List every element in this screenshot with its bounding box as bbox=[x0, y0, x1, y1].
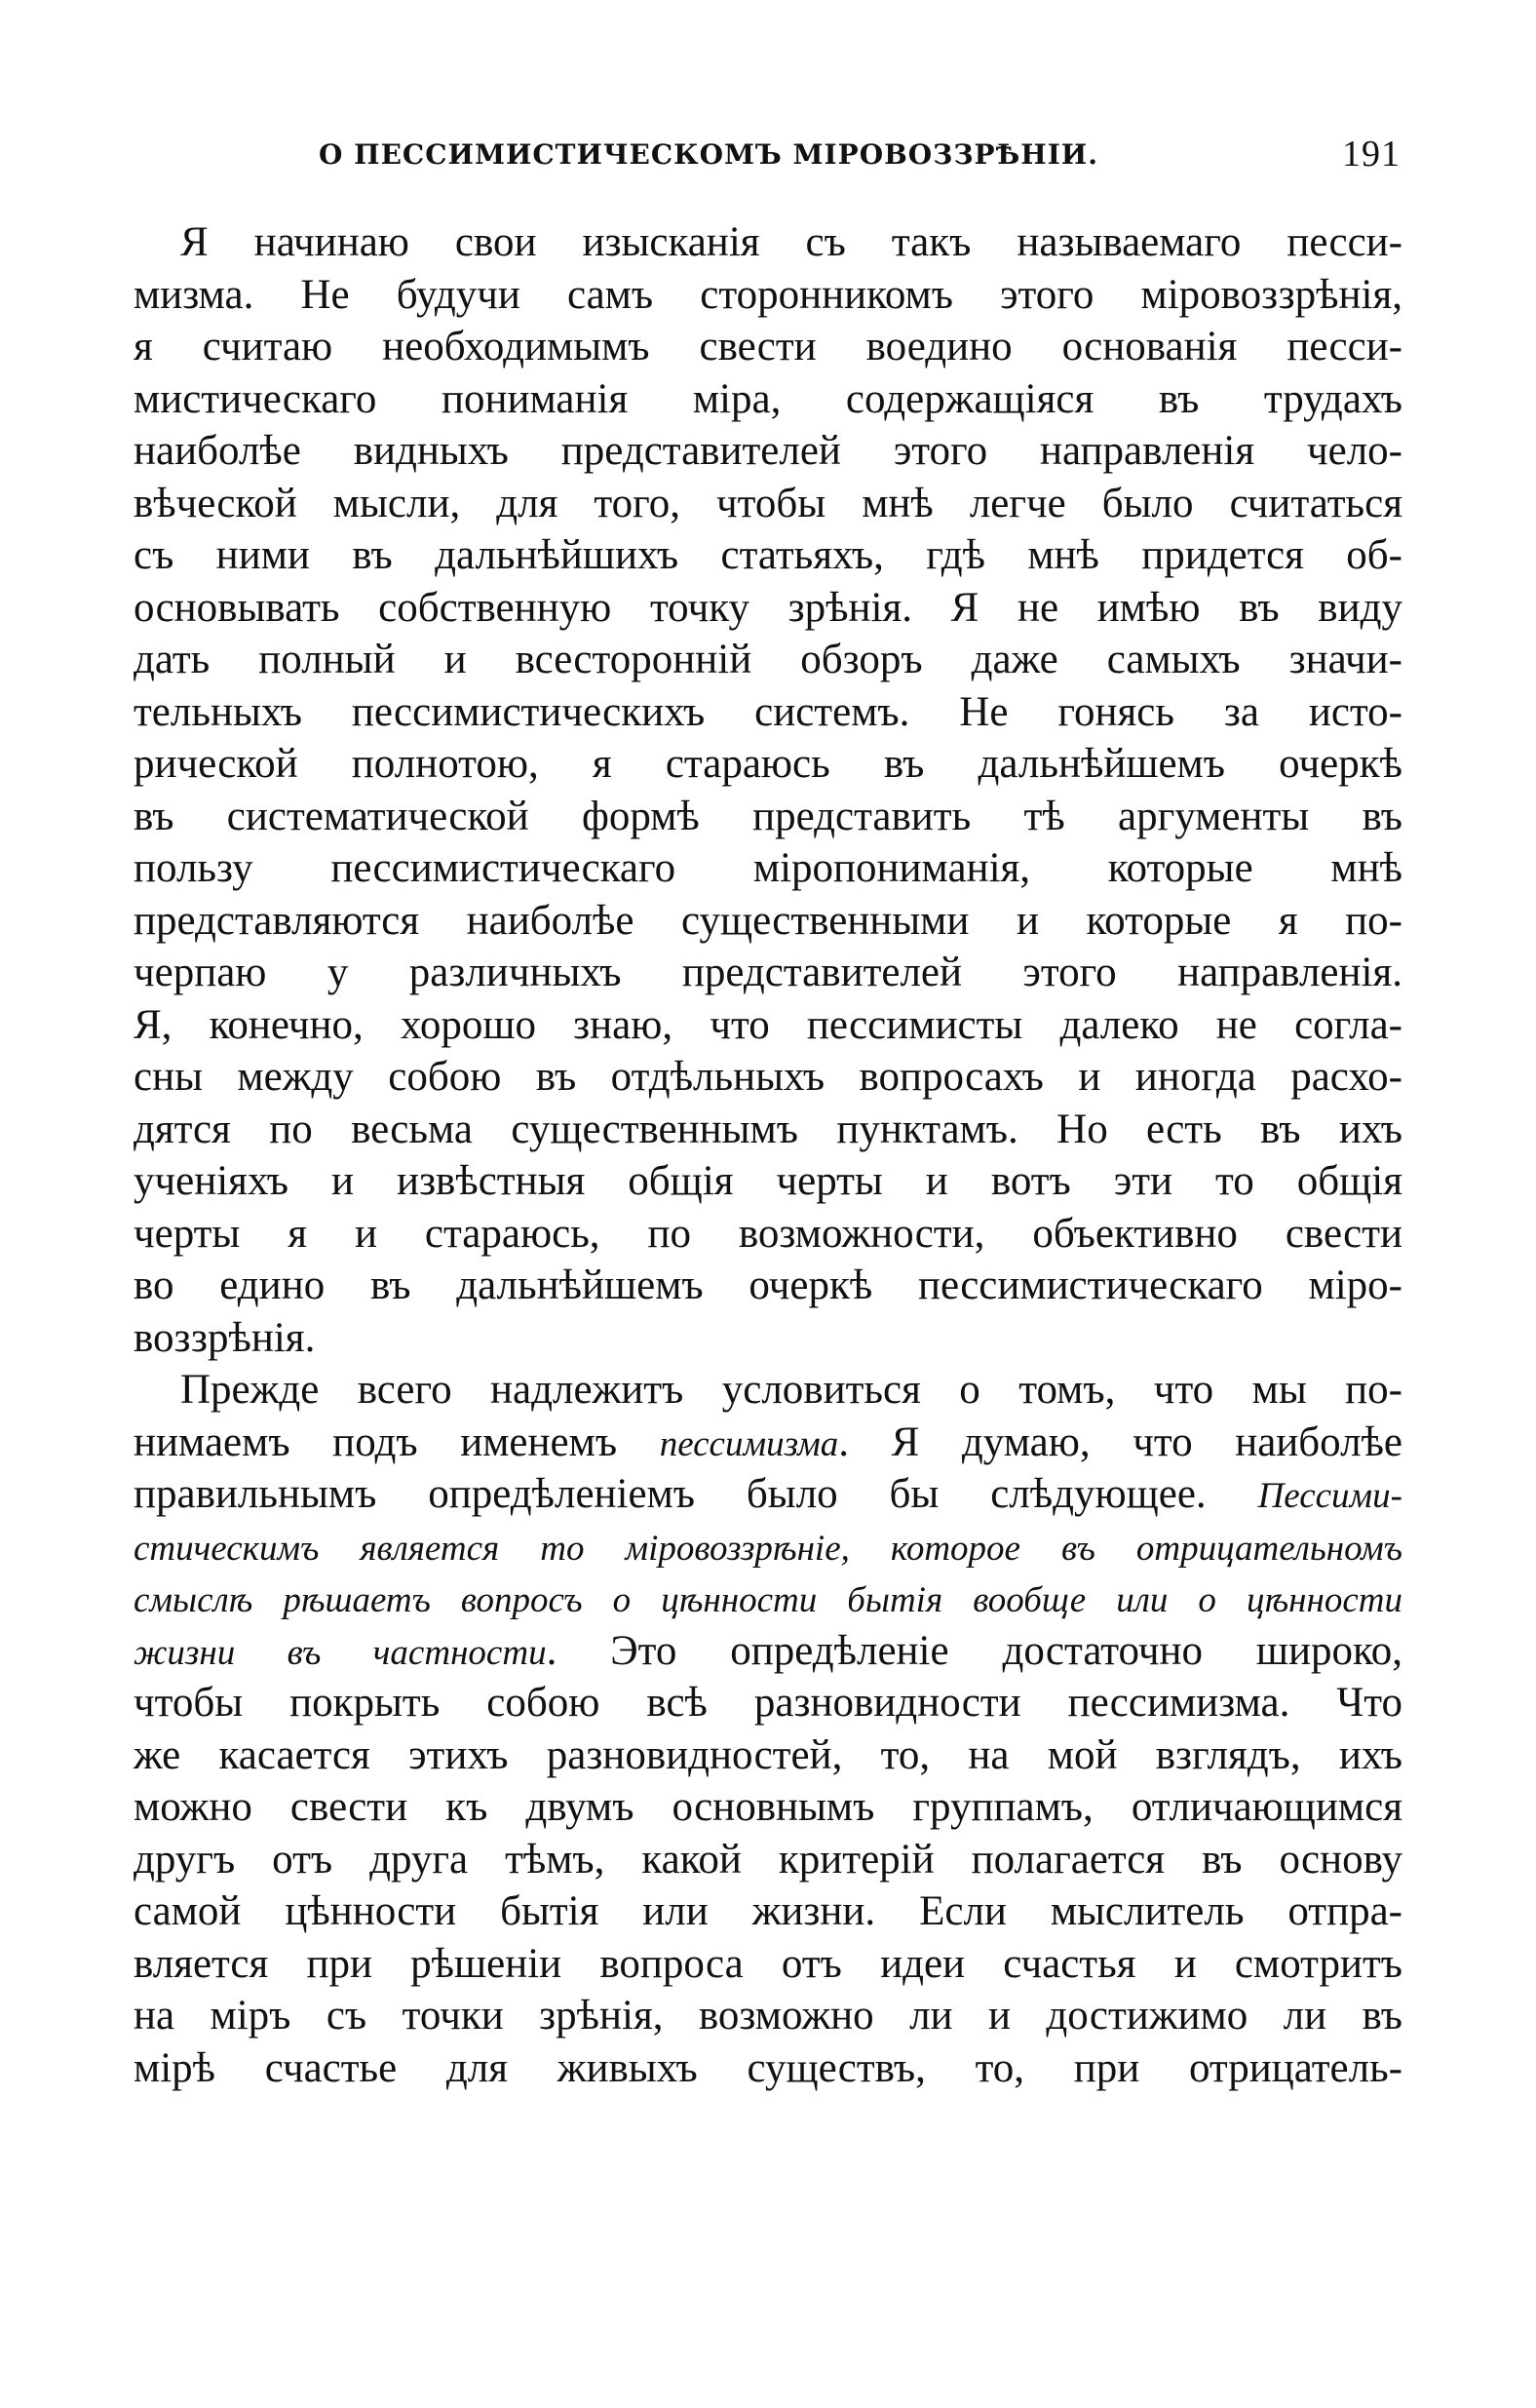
text-span: . Я думаю, что наиболѣе bbox=[838, 1418, 1403, 1465]
text-span: тельныхъ пессимистическихъ системъ. Не гонясь за исто- bbox=[134, 688, 1402, 735]
paragraph bbox=[134, 1364, 1402, 2094]
text-line bbox=[134, 1573, 1402, 1625]
text-span: пользу пессимистическаго міропониманія, которые мнѣ bbox=[134, 845, 1402, 891]
text-line bbox=[134, 425, 1402, 478]
text-line bbox=[134, 2042, 1402, 2095]
text-span: сны между собою въ отдѣльныхъ вопросахъ и иногда расхо- bbox=[134, 1054, 1402, 1100]
text-span: вляется при рѣшеніи вопроса отъ идеи счастья и смотритъ bbox=[134, 1940, 1402, 1987]
text-line bbox=[134, 791, 1402, 843]
text-span: мистическаго пониманія міра, содержащіяся въ трудахъ bbox=[134, 375, 1402, 422]
text-line bbox=[134, 1781, 1402, 1834]
italic-span: стическимъ является то міровоззрѣніе, которое въ отрицательномъ bbox=[134, 1528, 1402, 1569]
text-span: правильнымъ опредѣленіемъ было бы слѣдующее. bbox=[134, 1471, 1258, 1517]
text-line bbox=[134, 1521, 1402, 1573]
running-header bbox=[134, 133, 1401, 175]
text-span: черпаю у различныхъ представителей этого направленія. bbox=[134, 950, 1402, 995]
text-line bbox=[134, 1208, 1402, 1261]
text-span: черты я и стараюсь, по возможности, объективно свести bbox=[134, 1210, 1402, 1257]
text-line bbox=[134, 1260, 1402, 1312]
paragraph bbox=[134, 216, 1402, 1364]
text-line bbox=[134, 1468, 1402, 1521]
text-line bbox=[134, 478, 1402, 530]
text-line bbox=[134, 947, 1402, 999]
text-span: нимаемъ подъ именемъ bbox=[134, 1418, 660, 1465]
text-line bbox=[134, 321, 1402, 373]
text-line bbox=[134, 269, 1402, 322]
text-line bbox=[134, 373, 1402, 426]
text-line bbox=[134, 1104, 1402, 1156]
text-line bbox=[134, 842, 1402, 895]
text-line bbox=[134, 1885, 1402, 1938]
text-line bbox=[134, 1990, 1402, 2042]
text-span: другъ отъ друга тѣмъ, какой критерій полагается въ основу bbox=[134, 1836, 1402, 1883]
text-line bbox=[134, 1625, 1402, 1678]
text-line bbox=[134, 634, 1402, 686]
text-span: я считаю необходимымъ свести воедино основанія песси- bbox=[134, 324, 1402, 369]
text-span: Я начинаю свои изысканія съ такъ называемаго песси- bbox=[180, 219, 1402, 265]
text-span: мизма. Не будучи самъ сторонникомъ этого міровоззрѣнія, bbox=[134, 271, 1402, 318]
text-span: на міръ съ точки зрѣнія, возможно ли и достижимо ли въ bbox=[134, 1993, 1402, 2039]
text-line bbox=[134, 999, 1402, 1052]
text-line bbox=[134, 738, 1402, 791]
text-line bbox=[134, 895, 1402, 948]
text-span: Прежде всего надлежитъ условиться о томъ, что мы по- bbox=[180, 1367, 1402, 1413]
text-line bbox=[134, 216, 1402, 269]
text-line bbox=[134, 1677, 1402, 1729]
text-line bbox=[134, 1051, 1402, 1104]
text-span: вѣческой мысли, для того, чтобы мнѣ легче было считаться bbox=[134, 480, 1402, 526]
text-span: . Это опредѣленіе достаточно широко, bbox=[546, 1627, 1403, 1674]
text-span: воззрѣнія. bbox=[134, 1314, 316, 1361]
italic-span: Пессими- bbox=[1257, 1476, 1402, 1516]
page-number: 191 bbox=[1342, 134, 1401, 175]
text-span: представляются наиболѣе существенными и которые я по- bbox=[134, 897, 1402, 944]
text-line bbox=[134, 1834, 1402, 1886]
text-span: же касается этихъ разновидностей, то, на мой взглядъ, ихъ bbox=[134, 1731, 1402, 1778]
italic-span: жизни въ частности bbox=[134, 1632, 547, 1673]
text-span: мірѣ счастье для живыхъ существъ, то, при отрицатель- bbox=[134, 2044, 1402, 2091]
text-span: во едино въ дальнѣйшемъ очеркѣ пессимистическаго міро- bbox=[134, 1262, 1402, 1308]
text-span: наиболѣе видныхъ представителей этого направленія чело- bbox=[134, 428, 1402, 474]
text-span: дятся по весьма существеннымъ пунктамъ. Но есть въ ихъ bbox=[134, 1106, 1402, 1152]
text-line bbox=[134, 1312, 1402, 1365]
text-line bbox=[134, 529, 1402, 582]
text-span: можно свести къ двумъ основнымъ группамъ, отличающимся bbox=[134, 1784, 1402, 1830]
text-line bbox=[134, 1417, 1402, 1469]
text-line bbox=[134, 582, 1402, 635]
text-span: дать полный и всесторонній обзоръ даже самыхъ значи- bbox=[134, 637, 1402, 682]
text-span: ученіяхъ и извѣстныя общія черты и вотъ эти то общія bbox=[134, 1158, 1402, 1204]
italic-span: смыслѣ рѣшаетъ вопросъ о цѣнности бытія вообще или о цѣнности bbox=[134, 1580, 1402, 1620]
text-span: самой цѣнности бытія или жизни. Если мыслитель отпра- bbox=[134, 1888, 1402, 1934]
italic-span: пессимизма bbox=[659, 1423, 839, 1464]
text-span: въ систематической формѣ представить тѣ аргументы въ bbox=[134, 793, 1402, 839]
text-span: чтобы покрыть собою всѣ разновидности пессимизма. Что bbox=[134, 1680, 1402, 1726]
text-line bbox=[134, 1364, 1402, 1417]
running-title: О ПЕССИМИСТИЧЕСКОМЪ МІРОВОЗЗРѢНІИ. bbox=[319, 138, 1098, 171]
text-line bbox=[134, 686, 1402, 739]
text-span: основывать собственную точку зрѣнія. Я не имѣю въ виду bbox=[134, 584, 1402, 631]
text-span: съ ними въ дальнѣйшихъ статьяхъ, гдѣ мнѣ придется об- bbox=[134, 532, 1402, 578]
text-line bbox=[134, 1938, 1402, 1991]
body-text bbox=[134, 216, 1402, 2094]
text-span: Я, конечно, хорошо знаю, что пессимисты далеко не согла- bbox=[134, 1001, 1402, 1048]
text-line bbox=[134, 1729, 1402, 1782]
text-span: рической полнотою, я стараюсь въ дальнѣйшемъ очеркѣ bbox=[134, 741, 1402, 787]
text-line bbox=[134, 1155, 1402, 1208]
